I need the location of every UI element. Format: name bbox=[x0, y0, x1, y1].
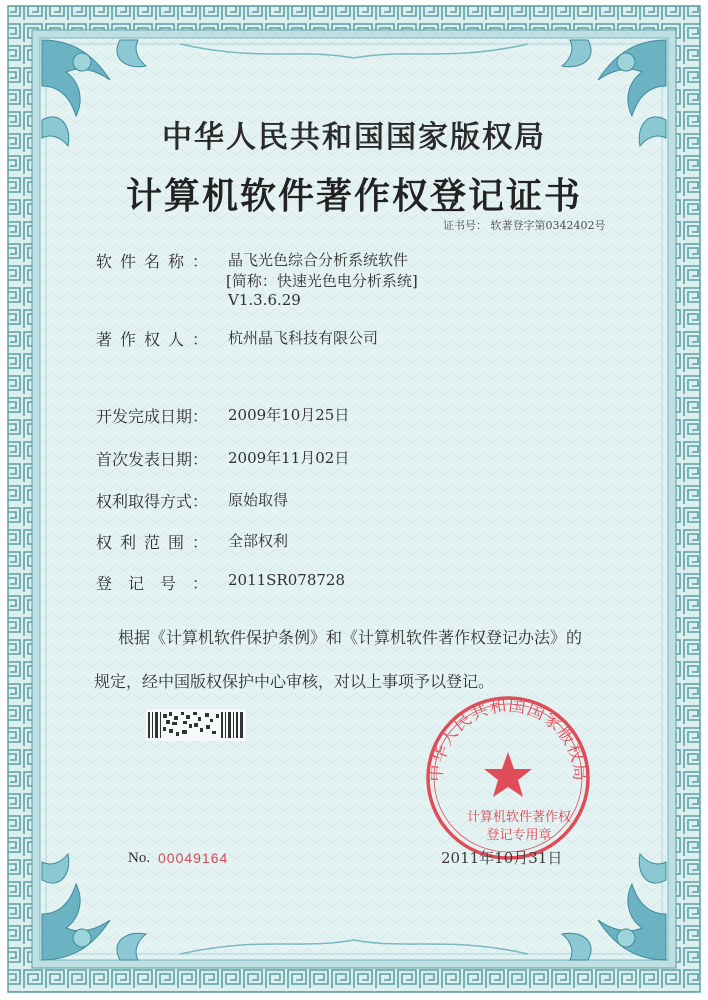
owner: 杭州晶飞科技有限公司 bbox=[228, 329, 379, 347]
software-name-label: 软件名称： bbox=[96, 252, 208, 271]
issuing-authority: 中华人民共和国国家版权局 bbox=[162, 120, 546, 155]
acquire-label: 权利取得方式： bbox=[96, 492, 209, 511]
seal-arc-text: 中华人民共和国国家版权局 bbox=[426, 695, 590, 783]
seal-text-line-1: 计算机软件著作权 bbox=[466, 810, 571, 825]
scope-label: 权利范围： bbox=[96, 533, 208, 552]
statement-line-2: 规定，经中国版权保护中心审核，对以上事项予以登记。 bbox=[94, 672, 495, 691]
serial-label: No. bbox=[128, 850, 151, 866]
rights-scope: 全部权利 bbox=[228, 532, 289, 550]
dev-date-label: 开发完成日期： bbox=[96, 407, 209, 426]
acquire-method: 原始取得 bbox=[228, 491, 289, 509]
serial-number: 00049164 bbox=[158, 850, 229, 866]
certificate-number: 证书号： 软著登字第0342402号 bbox=[443, 219, 606, 232]
issue-date: 2011年10月31日 bbox=[441, 849, 563, 867]
publish-date: 2009年11月02日 bbox=[228, 449, 350, 467]
dev-date: 2009年10月25日 bbox=[228, 406, 350, 424]
owner-label: 著作权人： bbox=[96, 330, 208, 349]
certificate-title: 计算机软件著作权登记证书 bbox=[125, 175, 582, 217]
statement-line-1: 根据《计算机软件保护条例》和《计算机软件著作权登记办法》的 bbox=[118, 628, 583, 647]
seal-text-line-2: 登记专用章 bbox=[486, 828, 552, 843]
reg-no-label: 登记号： bbox=[96, 574, 208, 593]
software-short-name: [简称：快速光色电分析系统] bbox=[226, 272, 418, 290]
reg-no: 2011SR078728 bbox=[228, 571, 346, 589]
software-version: V1.3.6.29 bbox=[228, 291, 301, 309]
barcode-icon bbox=[146, 709, 246, 741]
publish-date-label: 首次发表日期： bbox=[96, 450, 209, 469]
software-name: 晶飞光色综合分析系统软件 bbox=[228, 251, 409, 269]
